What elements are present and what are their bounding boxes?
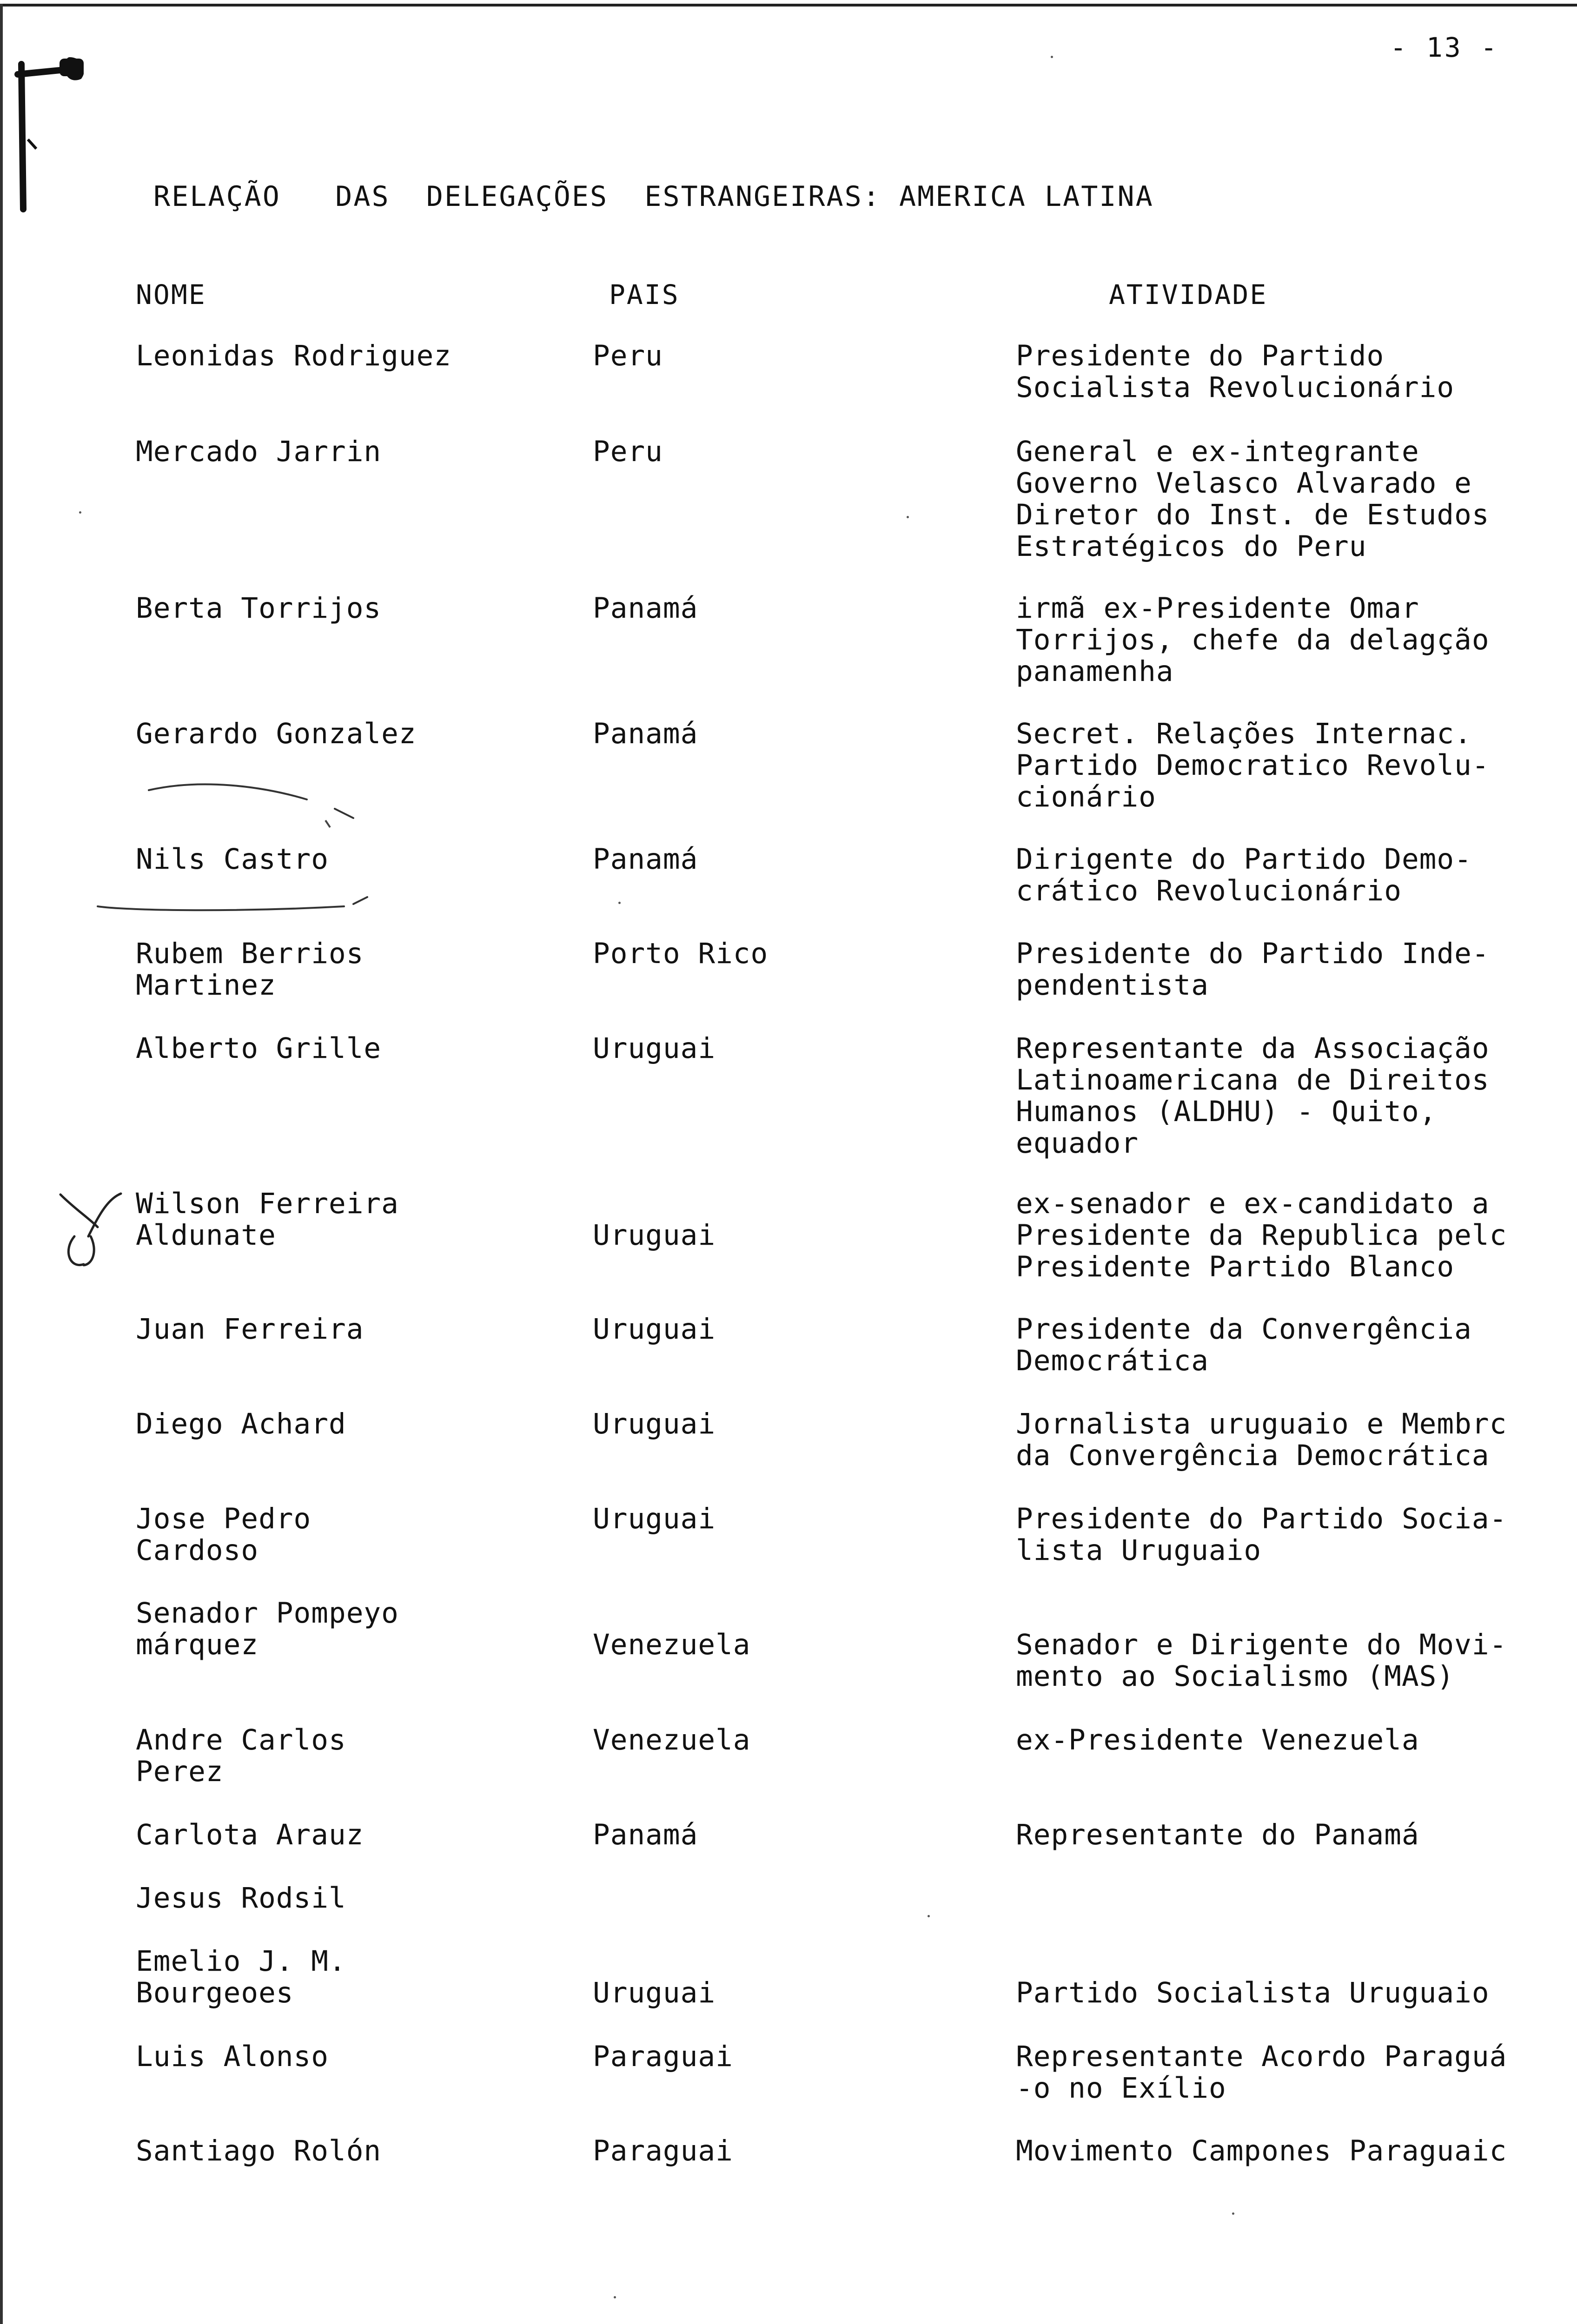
delegate-activity: Presidente do Partido Socialista Revolucionário <box>1016 340 1455 403</box>
page-number: - 13 - <box>1390 32 1499 63</box>
column-header-activity: ATIVIDADE <box>1109 279 1268 310</box>
delegate-name: Juan Ferreira <box>136 1313 364 1346</box>
delegate-name: Jose Pedro Cardoso <box>136 1502 311 1567</box>
scan-speck <box>1232 2212 1234 2215</box>
delegate-activity: Movimento Campones Paraguaic <box>1016 2135 1507 2167</box>
delegate-country: Uruguai <box>593 1407 716 1440</box>
delegate-activity: Representante da Associação Latinoamericana de Direitos Humanos (ALDHU) - Quito, equador <box>1016 1033 1490 1159</box>
delegate-name: Andre Carlos Perez <box>136 1723 346 1788</box>
column-header-name: NOME <box>136 279 206 310</box>
delegate-activity: Presidente do Partido Inde- pendentista <box>1016 938 1490 1001</box>
delegate-activity: ex-senador e ex-candidato a Presidente da Republica pelc Presidente Partido Blanco <box>1016 1188 1507 1283</box>
delegate-country: Paraguai <box>593 2040 733 2073</box>
delegate-name: Senador Pompeyo márquez <box>136 1597 399 1661</box>
column-header-country: PAIS <box>609 279 680 310</box>
delegate-activity: Partido Socialista Uruguaio <box>1016 1976 1490 2009</box>
delegate-country: Venezuela <box>593 1628 751 1661</box>
delegate-country: Panamá <box>593 717 698 750</box>
delegate-name: Leonidas Rodriguez <box>136 339 452 372</box>
delegate-name: Santiago Rolón <box>136 2134 382 2167</box>
delegate-activity: Senador e Dirigente do Movi- mento ao Socialismo (MAS) <box>1016 1628 1507 1692</box>
delegate-name: Gerardo Gonzalez <box>136 717 417 750</box>
delegate-country: Peru <box>593 339 663 372</box>
scan-speck <box>79 511 81 514</box>
document-title: RELAÇÃO DAS DELEGAÇÕES ESTRANGEIRAS: AMERICA LATINA <box>153 180 1154 213</box>
delegate-activity: Presidente do Partido Socia- lista Uruguaio <box>1016 1503 1507 1566</box>
delegate-activity: General e ex-integrante Governo Velasco Alvarado e Diretor do Inst. de Estudos Estratégicos do Peru <box>1016 436 1490 562</box>
delegate-name: Wilson Ferreira Aldunate <box>136 1187 399 1252</box>
delegate-activity: ex-Presidente Venezuela <box>1016 1724 1419 1756</box>
delegate-country: Venezuela <box>593 1723 751 1756</box>
delegate-name: Luis Alonso <box>136 2040 329 2073</box>
delegate-country: Peru <box>593 435 663 468</box>
delegate-name: Diego Achard <box>136 1407 346 1440</box>
delegate-name: Alberto Grille <box>136 1032 382 1065</box>
delegate-activity: Representante do Panamá <box>1016 1819 1419 1851</box>
delegate-activity: Representante Acordo Paraguá -o no Exílio <box>1016 2041 1507 2104</box>
scan-speck <box>618 902 621 904</box>
delegate-activity: Dirigente do Partido Demo- crático Revolucionário <box>1016 844 1472 907</box>
delegate-country: Uruguai <box>593 1976 716 2009</box>
delegate-activity: Secret. Relações Internac. Partido Democratico Revolu- cionário <box>1016 718 1490 813</box>
scan-speck <box>1051 56 1053 58</box>
delegate-name: Berta Torrijos <box>136 592 382 625</box>
delegate-country: Panamá <box>593 1818 698 1851</box>
delegate-country: Panamá <box>593 592 698 625</box>
delegate-country: Uruguai <box>593 1032 716 1065</box>
scan-speck <box>907 516 909 518</box>
delegate-name: Jesus Rodsil <box>136 1882 346 1915</box>
delegate-activity: irmã ex-Presidente Omar Torrijos, chefe da delagção panamenha <box>1016 593 1490 687</box>
delegate-country: Uruguai <box>593 1313 716 1346</box>
delegate-country: Uruguai <box>593 1502 716 1535</box>
delegate-activity: Jornalista uruguaio e Membrc da Convergência Democrática <box>1016 1408 1507 1472</box>
delegate-country: Porto Rico <box>593 937 769 970</box>
delegate-activity: Presidente da Convergência Democrática <box>1016 1314 1472 1377</box>
delegate-name: Emelio J. M. Bourgeoes <box>136 1945 346 2009</box>
scan-speck <box>928 1915 930 1917</box>
delegate-country: Panamá <box>593 843 698 876</box>
delegate-name: Carlota Arauz <box>136 1818 364 1851</box>
delegate-name: Rubem Berrios Martinez <box>136 937 364 1002</box>
delegate-country: Uruguai <box>593 1219 716 1252</box>
scan-speck <box>614 2296 616 2298</box>
delegate-country: Paraguai <box>593 2134 733 2167</box>
delegate-name: Mercado Jarrin <box>136 435 382 468</box>
delegate-name: Nils Castro <box>136 843 329 876</box>
